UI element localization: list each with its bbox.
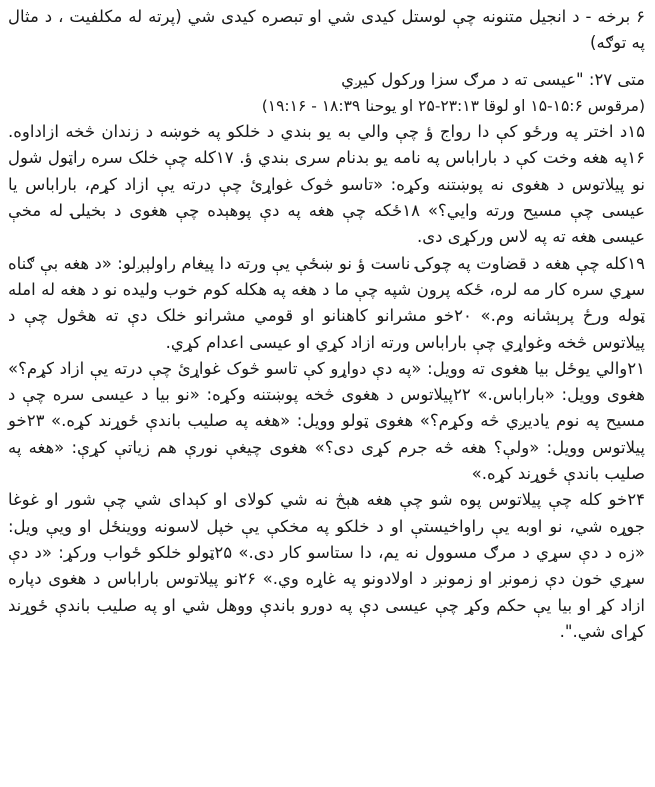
paragraph-verses-24-26: ۲۴خو کله چې پیلاتوس پوه شو چې هغه هېڅ نه شي کولای او کېدای شي چې شور او غوغا جوړه شي، نو اوبه یې راواخیستې او د خلکو په مخکې یې خپل لاسونه ووینځل او ویې ویل: «زه د دې سړي د مرګ مسوول نه یم، دا ستاسو کار دی.» ۲۵ټولو خلکو ځواب ورکړ: «د دې سړي خون دې زمونږ او زمونږ د اولادونو په غاړه وي.» ۲۶نو پیلاتوس باراباس د هغوی دپاره ازاد کړ او بیا یې حکم وکړ چې عیسی دې په دورو باندې ووهل شي او په صلیب باندې ځوړند کړای شي.".	[8, 490, 645, 641]
section-heading: ۶ برخه - د انجیل متنونه چې لوستل کيدی شي او تبصره کيدی شي (پرته له مکلفیت ، د مثال په توګه)	[8, 7, 645, 53]
paragraph-verses-15-18: ۱۵د اختر په ورځو کې دا رواج ؤ چې والي به یو بندي د خلکو په خوښه د زندان څخه ازاداوه. ۱۶په هغه وخت کې د باراباس په نامه یو بدنام سری بندي ؤ. ۱۷کله چې خلک سره راټول شول نو پیلاتوس د هغوی نه پوښتنه وکړه: «تاسو څوک غواړئ چې درته یې ازاد کړم، باراباس یا عیسی چې مسیح ورته وايي؟» ۱۸ځکه چې هغه په دې پوهېده چې هغوی د بخیلۍ له مخې عیسی هغه ته په لاس ورکړی دی.	[8, 122, 645, 247]
reference-parallels: (مرقوس ۱۵:۶-۱۵ او لوقا ۲۳:۱۳-۲۵ او یوحنا ۱۸:۳۹ - ۱۹:۱۶)	[261, 96, 645, 115]
paragraph-verses-21-23: ۲۱والي یوځل بیا هغوی ته وویل: «په دې دواړو کې تاسو څوک غواړئ چې درته یې ازاد کړم؟» هغوی وویل: «باراباس.» ۲۲پیلاتوس د هغوی څخه پوښتنه وکړه: «نو بیا د عیسی سره چې د مسیح په نوم یادیږي څه وکړم؟» هغوی ټولو وویل: «هغه په صلیب باندې ځوړند کړه.» ۲۳خو پیلاتوس وویل: «ولې؟ هغه څه جرم کړی دی؟» هغوی چیغې نورې هم زیاتې کړې: «هغه په صلیب باندې ځوړند کړه.»	[8, 358, 645, 484]
paragraph-verses-19-20: ۱۹کله چې هغه د قضاوت په چوکۍ ناست ؤ نو ښځې یې ورته دا پیغام راولېږلو: «د هغه بې ګناه سړي سره کار مه لره، ځکه پرون شپه چې ما د هغه په هکله کوم خوب ولیده نو د هغه له امله ټوله ورځ پرېشانه وم.» ۲۰خو مشرانو کاهنانو او قومي مشرانو خلک دې ته هڅول چې د پیلاتوس څخه وغواړي چې باراباس ورته ازاد کړي او عیسی اعدام کړي.	[8, 253, 645, 352]
reference-title: متی ۲۷: "عیسی ته د مرګ سزا ورکول کیږي	[341, 69, 645, 89]
